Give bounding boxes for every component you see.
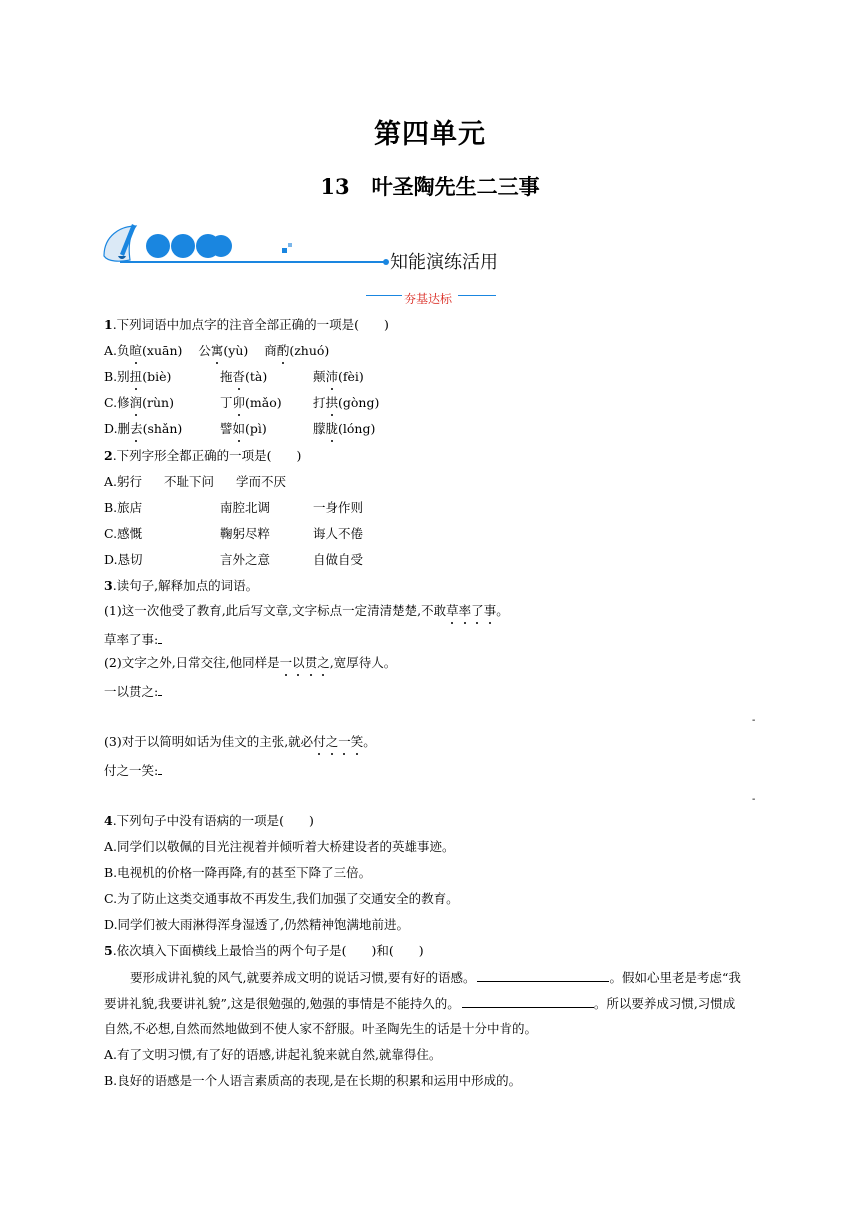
q1-option-d-c1: D.删去(shǎn) — [104, 421, 183, 436]
emphasis-char: 事 — [483, 603, 497, 618]
q4-option-c: C.为了防止这类交通事故不再发生,我们加强了交通安全的教育。 — [104, 891, 459, 906]
dotted-word-2 — [280, 655, 330, 670]
emphasis-char: 沓 — [232, 369, 246, 384]
emphasis-char: 一 — [279, 655, 293, 670]
q2-option-b-c2: 南腔北调 — [220, 500, 271, 515]
q4-option-d: D.同学们被大雨淋得浑身湿透了,仍然精神饱满地前进。 — [104, 917, 410, 932]
question-2-stem: 2.下列字形全都正确的一项是( ) — [104, 448, 302, 463]
q5-blank-1[interactable] — [477, 969, 609, 982]
q1-option-b-c2: 拖沓(tà) — [220, 369, 268, 384]
subsection-label: 夯基达标 — [404, 292, 453, 306]
emphasis-char: 润 — [129, 395, 143, 410]
q1-option-d-c3: 朦胧(lóng) — [313, 421, 376, 436]
q5-option-b: B.良好的语感是一个人语言素质高的表现,是在长期的积累和运用中形成的。 — [104, 1073, 522, 1088]
q5-passage-line-3: 自然,不必想,自然而然地做到不使人家不舒服。叶圣陶先生的话是十分中肯的。 — [104, 1021, 537, 1036]
emphasis-char: 付 — [313, 734, 326, 749]
q1-option-a: A.负暄(xuān) 公寓(yù) 商酌(zhuó) — [104, 343, 330, 358]
emphasis-char: 如 — [232, 421, 246, 436]
section-banner — [100, 216, 520, 276]
q3-answer-3-end-mark: - — [752, 794, 756, 805]
question-1-stem: 1.下列词语中加点字的注音全部正确的一项是( ) — [104, 317, 389, 332]
subsection-header — [366, 292, 496, 310]
emphasis-char: 笑 — [350, 734, 364, 749]
dotted-word-3 — [313, 734, 363, 749]
emphasis-char: 之 — [317, 655, 330, 670]
q4-option-b: B.电视机的价格一降再降,有的甚至下降了三倍。 — [104, 865, 372, 880]
q1-option-c-c1: C.修润(rùn) — [104, 395, 174, 410]
subsection-rule-left — [366, 295, 402, 296]
lesson-title — [0, 171, 860, 201]
q1-option-b-c3: 颠沛(fèi) — [313, 369, 364, 384]
emphasis-char: 寓 — [210, 343, 224, 358]
emphasis-char: 一 — [338, 734, 351, 749]
emphasis-char: 以 — [292, 655, 305, 670]
subsection-rule-right — [458, 295, 496, 296]
emphasis-char: 暄 — [129, 343, 143, 358]
emphasis-char: 了 — [471, 603, 484, 618]
q5-passage-line-1: 要形成讲礼貌的风气,就要养成文明的说话习惯,要有好的语感。 。假如心里老是考虑“我 — [130, 970, 741, 985]
q2-option-d-c2: 言外之意 — [220, 552, 271, 567]
unit-title: 第四单元 — [374, 119, 486, 150]
q2-option-c-c2: 鞠躬尽粹 — [220, 526, 271, 541]
emphasis-char: 卯 — [232, 395, 246, 410]
emphasis-char: 贯 — [304, 655, 318, 670]
q3-sentence-3: (3)对于以简明如话为佳文的主张,就必付之一笑。 — [104, 734, 376, 749]
q2-option-d-c3: 自做自受 — [313, 552, 364, 567]
q5-option-a: A.有了文明习惯,有了好的语感,讲起礼貌来就自然,就靠得住。 — [104, 1047, 442, 1062]
q3-answer-3[interactable]: 付之一笑: — [104, 762, 162, 779]
q3-sentence-2: (2)文字之外,日常交往,他同样是一以贯之,宽厚待人。 — [104, 655, 397, 670]
q1-option-c-c2: 丁卯(mǎo) — [220, 395, 282, 410]
q5-passage-line-2: 要讲礼貌,我要讲礼貌”,这是很勉强的,勉强的事情是不能持久的。 。所以要养成习惯,习惯成 — [104, 996, 736, 1011]
q2-option-b-c1: B.旅店 — [104, 500, 143, 515]
dotted-word-1 — [446, 603, 496, 618]
q2-option-a: A.躬行 不耻下问 学而不厌 — [104, 474, 287, 489]
q2-option-c-c1: C.感慨 — [104, 526, 143, 541]
emphasis-char: 胧 — [325, 421, 339, 436]
q2-option-b-c3: 一身作则 — [313, 500, 364, 515]
lesson-name: 叶圣陶先生二三事 — [371, 174, 540, 199]
q5-blank-2[interactable] — [462, 995, 594, 1008]
emphasis-char: 草 — [446, 603, 459, 618]
q3-answer-2[interactable]: 一以贯之: — [104, 683, 162, 700]
emphasis-char: 去 — [130, 421, 143, 436]
q2-option-c-c3: 诲人不倦 — [313, 526, 364, 541]
q2-option-d-c1: D.恳切 — [104, 552, 143, 567]
q3-answer-2-end-mark: - — [752, 715, 756, 726]
lesson-number: 13 — [320, 174, 350, 199]
q3-answer-1[interactable]: 草率了事: — [104, 631, 162, 648]
q1-option-d-c2: 譬如(pì) — [220, 421, 267, 436]
section-banner-label: 知能演练活用 — [390, 252, 498, 273]
emphasis-char: 沛 — [325, 369, 339, 384]
emphasis-char: 之 — [325, 734, 339, 749]
question-4-stem: 4.下列句子中没有语病的一项是( ) — [104, 813, 314, 828]
q1-option-c-c3: 打拱(gòng) — [313, 395, 380, 410]
emphasis-char: 酌 — [276, 343, 290, 358]
question-5-stem: 5.依次填入下面横线上最恰当的两个句子是( )和( ) — [104, 943, 424, 958]
q1-option-b-c1: B.别扭(biè) — [104, 369, 172, 384]
q4-option-a: A.同学们以敬佩的目光注视着并倾听着大桥建设者的英雄事迹。 — [104, 839, 455, 854]
emphasis-char: 扭 — [129, 369, 143, 384]
q3-sentence-1: (1)这一次他受了教育,此后写文章,文字标点一定清清楚楚,不敢草率了事。 — [104, 603, 509, 618]
emphasis-char: 率 — [458, 603, 472, 618]
question-3-stem: 3.读句子,解释加点的词语。 — [104, 578, 259, 593]
emphasis-char: 拱 — [325, 395, 339, 410]
